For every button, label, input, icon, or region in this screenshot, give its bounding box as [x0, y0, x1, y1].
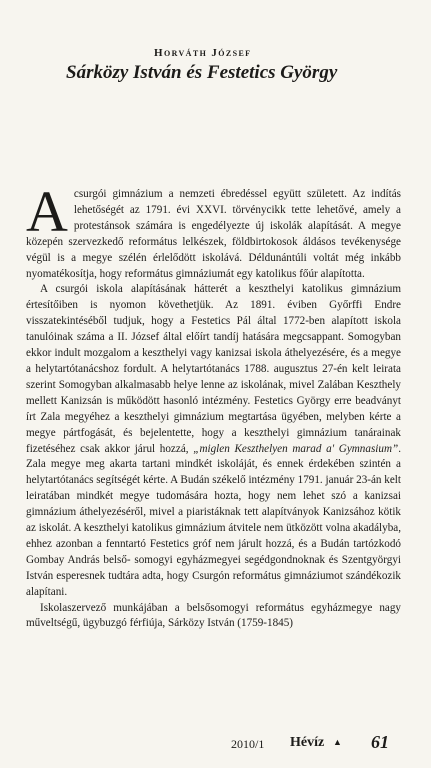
paragraph-2-quote: „miglen Keszthelyen marad a' Gymnasium”: [193, 442, 399, 455]
paragraph-2-text-b: . Zala megye meg akarta tartani mindkét iskoláját, és ennek érdekében szintén a helytartótanács segítségét kérte. A Budán székelő intézmény 1791. január 23-án kelt leiratában mindkét megye tudomására hozta, hogy nem lehet szó a kanizsai gimnázium áthelyezéséről, mivel a piaristáknak tett alapítványok Kanizsához kötik az iskolát. A keszthelyi katolikus gimnázium átvitele nem ütközött volna akadályba, ehhez azonban a fenntartó Festetics gróf nem járult hozzá, és a Budán tartózkodó Gombay András belső- somogyi egyházmegyei segédgondnoknak és Szentgyörgyi István esperesnek tudtára adta, hogy Csurgón református gimnáziumot szándékozik alapítani.: [26, 442, 401, 598]
drop-cap: A: [26, 179, 68, 244]
paragraph-3-text: Iskolaszervező munkájában a belsősomogyi református egyházmegye nagy műveltségű, ügybuzgó férfiúja, Sárközy István (1759-1845): [26, 601, 401, 630]
paragraph-1: [26, 179, 401, 282]
page-footer: [0, 734, 431, 758]
magazine-name: Hévíz: [290, 735, 325, 750]
paragraph-2: [26, 282, 401, 600]
paragraph-3: [26, 601, 401, 633]
magazine-logo-icon: ▲: [333, 737, 342, 747]
paragraph-1-text: csurgói gimnázium a nemzeti ébredéssel együtt született. Az indítás lehetőségét az 1791. évi XXVI. törvénycikk tette lehetővé, amely a protestánsok számára is engedélyezte új iskolák alapítását. A megye közepén szervezkedő református lelkészek, földbirtokosok áldásos tevékenysége végül is a megye szélén érlelődött iskolává. Déldunántúli voltát még inkább nyomatékosítja, hogy református gimnáziumát egy katolikus főúr alapította.: [26, 188, 401, 280]
article-title: Sárközy István és Festetics György: [66, 62, 338, 83]
page-number: 61: [371, 732, 389, 752]
author-name: Horváth József: [154, 47, 252, 59]
article-body: [26, 179, 401, 632]
issue-number: 2010/1: [231, 737, 265, 751]
paragraph-2-text-a: A csurgói iskola alapításának hátterét a keszthelyi katolikus gimnázium értesítőiben is nyomon követhetjük. Az 1891. éviben Győrffi Endre visszatekintéséből tudjuk, hogy a Festetics Pál által 1772-ben alapított iskola tanulóinak száma a II. József által előírt tandíj hatására megcsappant. Somogyban ekkor indult mozgalom a keszthelyi vagy kanizsai iskola áthelyezésére, és a megye a helytartótanácshoz fordult. A helytartótanács 1788. augusztus 27-én kelt leirata szerint Somogyban alkalmasabb helye lenne az iskolának, mivel Zalában Keszthely mellett Kanizsán is működött hasonló intézmény. Festetics György erre beadványt írt Zala megyéhez a keszthelyi gimnázium megtartása ügyében, melyben kérte a megye pártfogását, és bejelentette, hogy a keszthelyi gimnázium tanárainak fizetéséhez csak akkor járul hozzá,: [26, 283, 401, 455]
